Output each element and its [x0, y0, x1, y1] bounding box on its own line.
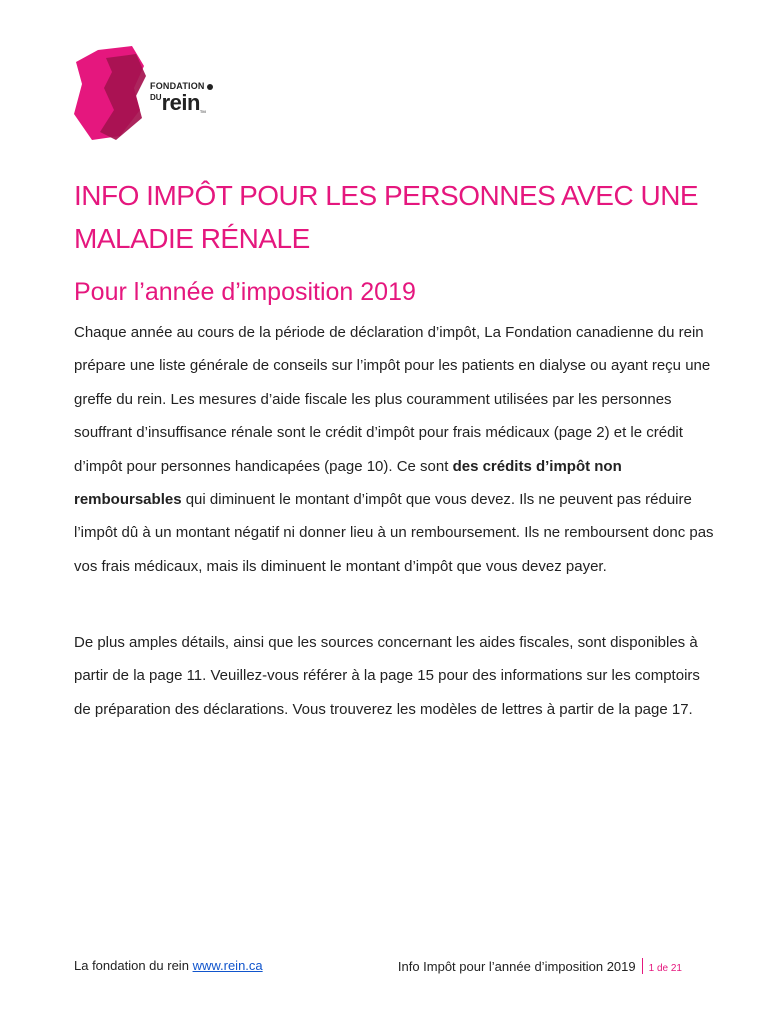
logo-trademark: TM [199, 109, 206, 114]
intro-bold-phrase: des crédits d’impôt non remboursables [74, 457, 622, 509]
document-subtitle: Pour l’année d’imposition 2019 [74, 278, 416, 306]
document-title: INFO IMPÔT POUR LES PERSONNES AVEC UNE MALADIE RÉNALE [74, 180, 699, 254]
logo-rein-text: rein [161, 90, 200, 115]
footer-right [398, 958, 682, 974]
footer-doc-title: Info Impôt pour l’année d’imposition 2019 [397, 959, 636, 974]
footer-separator [642, 958, 643, 974]
logo-wordmark [150, 82, 213, 114]
kidney-foundation-logo [70, 44, 240, 140]
intro-paragraph [74, 316, 714, 583]
footer-left [74, 958, 263, 973]
logo-dot [207, 84, 213, 90]
page-footer [74, 958, 694, 982]
footer-org-name: La fondation du rein [74, 958, 189, 973]
logo-fondation-text: FONDATION [150, 81, 205, 91]
logo-du-text: DU [150, 93, 162, 102]
footer-page-number: 1 de 21 [648, 963, 682, 974]
intro-text-end: qui diminuent le montant d’impôt que vous devez. Ils ne peuvent pas réduire l’impôt dû à un montant négatif ni donner lieu à un remboursement. Ils ne remboursent donc pas vos frais médicaux, mais ils diminuent le montant d’impôt que vous devez payer. [74, 491, 714, 575]
intro-text-start: Chaque année au cours de la période de déclaration d’impôt, La Fondation canadienne du rein prépare une liste générale de conseils sur l’impôt pour les patients en dialyse ou ayant reçu une greffe du rein. Les mesures d’aide fiscale les plus couramment utilisées par les personnes souffrant d’insuffisance rénale sont le crédit d’impôt pour frais médicaux (page 2) et le crédit d’impôt pour personnes handicapées (page 10). Ce sont [74, 324, 711, 475]
kidney-logo-icon [70, 44, 150, 144]
footer-website-link[interactable]: www.rein.ca [192, 958, 263, 973]
details-paragraph: De plus amples détails, ainsi que les sources concernant les aides fiscales, sont disponibles à partir de la page 11. Veuillez-vous référer à la page 15 pour des informations sur les comptoirs de préparation des déclarations. Vous trouverez les modèles de lettres à partir de la page 17. [74, 634, 700, 718]
